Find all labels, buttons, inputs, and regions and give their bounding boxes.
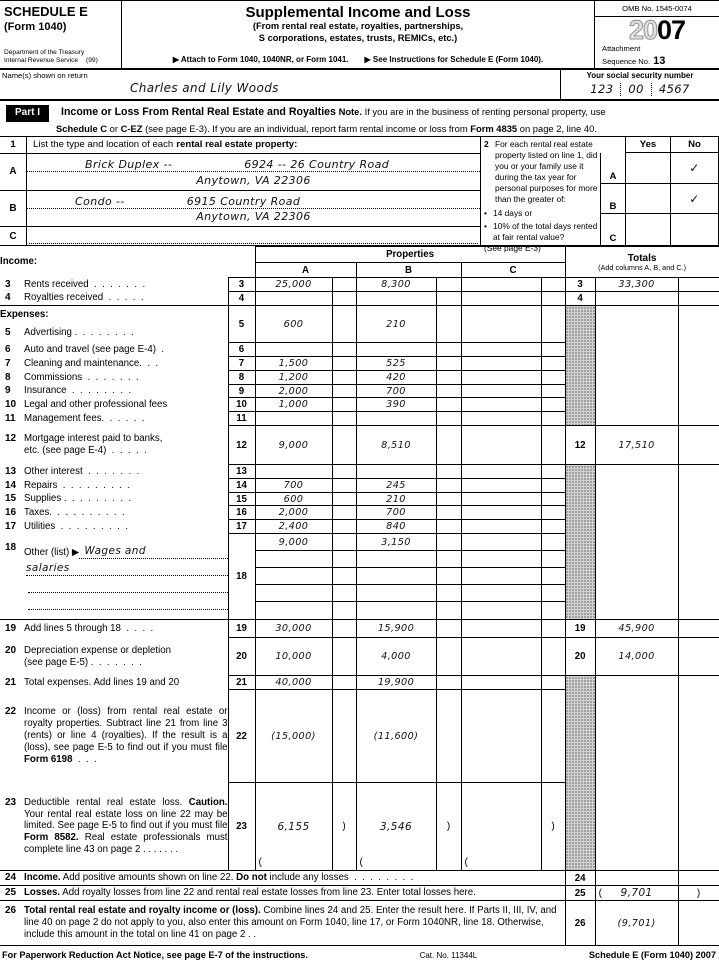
line7-label: Cleaning and maintenance. . . [24,357,159,369]
line3-b-value[interactable]: 8,300 [356,278,436,292]
line5-label: Advertising . . . . . . . . [24,327,134,339]
paren-open: ( [359,857,363,868]
b-yes-cell[interactable] [625,184,670,215]
line10-a-value[interactable]: 1,000 [255,398,332,412]
row-line22: 22 Income or (loss) from rental real estate or royalty properties. Subtract line 21 from line 3 (rents) or line 4 (royalties). If the result is a (loss), see page E-5 to find out if you must file Form 6198 . . . 22 (15,000) (11,600) [0,690,719,783]
row-line16: 16 Taxes. . . . . . . . . . 16 2,000 700 [0,506,719,520]
line17-a-value[interactable]: 2,400 [255,520,332,534]
line2-question: For each rental real estate property listed on line 1, did you or your family use it during the tax year for personal purposes for more than the greater of: [495,139,598,205]
row-line10: 10 Legal and other professional fees 10 1,000 390 [0,398,719,412]
form-footer [0,946,719,960]
form-subtitle: (From rental real estate, royalties, partnerships, S corporations, estates, trusts, REMICs, etc.) [252,21,464,43]
line2-number: 2 [484,139,489,149]
line10-label: Legal and other professional fees [24,398,168,410]
attach-arrow-note: ▶ Attach to Form 1040, 1040NR, or Form 1041. [172,55,349,64]
line19-c-value[interactable] [461,620,541,638]
expenses-section-header: Expenses: [0,306,228,324]
c-yes-cell[interactable] [625,214,670,245]
yes-no-grid [600,137,719,245]
line26-label: Total rental real estate and royalty income or (loss). Combine lines 24 and 25. Enter the result here. If Parts II, III, IV, and line 40 on page 2 do not apply to you, also enter this amount on Form 1040, line 17, or Form 1040NR, line 18. Otherwise, include this amount in the total on line 41 on page 2 . . [24,905,557,940]
line9-a-value[interactable]: 2,000 [255,385,332,398]
line10-b-value[interactable]: 390 [356,398,436,412]
row-line8: 8 Commissions . . . . . . . 8 1,200 420 [0,371,719,385]
line20-label: Depreciation expense or depletion [24,644,172,656]
row-line6: 6 Auto and travel (see page E-4) . 6 [0,343,719,357]
answer-row-c: C [600,214,719,245]
catalog-number: Cat. No. 11344L [419,951,478,960]
line22-b-value[interactable]: (11,600) [356,690,436,783]
ssn-field [560,70,719,99]
line14-c-value[interactable] [461,479,541,493]
name-field [0,70,560,99]
line11-a-value[interactable] [255,412,332,426]
line11-label: Management fees. . . . . . [24,412,145,424]
line19-a-value[interactable]: 30,000 [255,620,332,638]
paren-open: ( [598,888,602,899]
form-number-label: (Form 1040) [4,21,67,33]
property-row-a [0,154,480,191]
tax-year: 2007 [628,15,686,45]
line25-label: Losses. Add royalty losses from line 22 and rental real estate losses from line 23. Enter total losses here. [24,887,476,899]
line18-c-value[interactable] [461,534,541,551]
schedule-label: SCHEDULE E [4,4,88,19]
line7-c-value[interactable] [461,357,541,371]
line24-label: Income. Add positive amounts shown on line 22. Do not include any losses . . . . . . . . [24,872,414,884]
line14-b-value[interactable]: 245 [356,479,436,493]
bullet-icon: • [484,207,487,218]
totals-shaded-block-3 [565,676,595,871]
totals-header: Totals (Add columns A, B, and C.) [565,247,719,278]
row-line12: 12 Mortgage interest paid to banks, etc. (see page E-4) . . . . . 12 9,000 8,510 12 17,510 [0,426,719,465]
row-line5: 5 Advertising . . . . . . . . [0,324,719,343]
line21-label: Total expenses. Add lines 19 and 20 [24,676,180,688]
income-expense-table [0,246,719,946]
line23-a-value: 6,155 [277,820,310,833]
line20-total[interactable]: 14,000 [595,638,678,676]
line18-entry-4[interactable] [28,593,228,610]
no-header: No [670,137,719,153]
line4-a-value[interactable] [255,292,332,306]
form-footer-id: Schedule E (Form 1040) 2007 [588,950,716,960]
line23-label: Deductible rental real estate loss. Caution. Your rental real estate loss on line 22 may be limited. See page E-5 to find out if you must file Form 8582. Real estate professionals must complete line 43 on page 2 . . . . . . . [24,796,228,855]
line9-label: Insurance . . . . . . . . [24,385,132,397]
bullet-icon: • [484,220,487,231]
row-line14: 14 Repairs . . . . . . . . . 14 700 245 [0,479,719,493]
line21-a-value[interactable]: 40,000 [255,676,332,690]
part1-badge: Part I [6,105,49,122]
totals-shaded-block-1 [565,306,595,426]
ssn-label: Your social security number [586,71,694,80]
name-value[interactable]: Charles and Lily Woods [130,81,279,95]
name-label: Name(s) shown on return [2,71,88,80]
line16-label: Taxes. . . . . . . . . . [24,506,125,518]
line16-b-value[interactable]: 700 [356,506,436,520]
paren-open: ( [258,857,262,868]
row-expenses-header: Expenses: 5 600 210 [0,306,719,324]
property-c-entry[interactable] [29,230,478,244]
line1-number: 1 [0,137,27,153]
line12-total[interactable]: 17,510 [595,426,678,465]
line13-c-value[interactable] [461,465,541,479]
form-title: Supplemental Income and Loss [245,4,471,21]
row-line21: 21 Total expenses. Add lines 19 and 20 21 40,000 19,900 [0,676,719,690]
row-line20: 20 Depreciation expense or depletion (see page E-5) . . . . . . . 20 10,000 4,000 20 14,000 [0,638,719,676]
line4-total[interactable] [595,292,678,306]
agency-label: Department of the Treasury Internal Revenue Service (99) [4,48,98,65]
attach-instructions [122,55,594,68]
income-section-header: Income: [0,256,38,268]
line8-label: Commissions . . . . . . . [24,371,139,383]
line22-c-value[interactable] [461,690,541,783]
line18-label: Other (list) ▶ [24,547,80,559]
paren-close: ) [446,821,451,832]
line23-b-value: 3,546 [379,820,413,833]
line18-entry-3[interactable] [28,576,228,593]
row-line15: 15 Supplies . . . . . . . . . 15 600 210 [0,493,719,506]
part1-heading: Part I Income or Loss From Rental Real Estate and Royalties Note. If you are in the business of renting personal property, use Schedule C or C-EZ (see page E-3). If you are an individual, report farm rental income or loss from Form 4835 on page 2, line 40. [0,101,719,136]
answer-row-a: A ✓ [600,153,719,184]
property-row-c [0,227,480,245]
line15-c-value[interactable] [461,493,541,506]
paren-open: ( [464,857,468,868]
totals-shaded-block-2 [565,465,595,620]
line12-b-value[interactable]: 8,510 [356,426,436,465]
line13-label: Other interest . . . . . . . [24,465,140,477]
line6-b-value[interactable] [356,343,436,357]
line5-a-value[interactable]: 600 [255,306,332,343]
line6-label: Auto and travel (see page E-4) . [24,343,165,355]
line18-a-value[interactable]: 9,000 [255,534,332,551]
ssn-separator [651,83,652,96]
form-title-block [122,1,595,68]
line2-see-note: (See page E-3) [484,242,541,253]
line3-c-value[interactable] [461,278,541,292]
line8-a-value[interactable]: 1,200 [255,371,332,385]
omb-year-block [595,1,719,68]
line9-c-value[interactable] [461,385,541,398]
line16-a-value[interactable]: 2,000 [255,506,332,520]
c-no-check[interactable] [670,214,719,245]
line6-c-value[interactable] [461,343,541,357]
paren-close: ) [551,821,555,832]
column-b-header: B [356,263,461,278]
line15-a-value[interactable]: 600 [255,493,332,506]
property-table [0,136,719,253]
part1-title: Income or Loss From Rental Real Estate and Royalties [61,106,336,118]
line16-c-value[interactable] [461,506,541,520]
yes-header: Yes [625,137,670,153]
paperwork-notice: For Paperwork Reduction Act Notice, see page E-7 of the instructions. [2,950,308,960]
form-id-block [0,1,122,68]
line6-a-value[interactable] [255,343,332,357]
line5-b-value[interactable]: 210 [356,306,436,343]
row-line4: 4 Royalties received . . . . . 4 4 [0,292,719,306]
line15-b-value[interactable]: 210 [356,493,436,506]
line12-a-value[interactable]: 9,000 [255,426,332,465]
row-line24: 24 Income. Add positive amounts shown on line 22. Do not include any losses . . . . . . . . 24 [0,871,719,886]
row-line18: 18 Other (list) ▶ Wages and salaries 18 9,000 3,150 [0,534,719,551]
answer-row-b: B ✓ [600,184,719,215]
line22-label: Income or (loss) from rental real estate or royalty properties. Subtract line 21 from line 3 (rents) or line 4 (royalties). If the result is a (loss), see page E-5 to find out if you must file Form 6198 . . . [24,706,228,765]
line12-c-value[interactable] [461,426,541,465]
property-row-b [0,191,480,228]
line17-c-value[interactable] [461,520,541,534]
b-no-check[interactable]: ✓ [670,184,719,215]
line13-a-value[interactable] [255,465,332,479]
line4-c-value[interactable] [461,292,541,306]
line19-total[interactable]: 45,900 [595,620,678,638]
row-line25: 25 Losses. Add royalty losses from line 22 and rental real estate losses from line 23. Enter total losses here. 25 ( 9,701 ) [0,886,719,901]
row-line11: 11 Management fees. . . . . . 11 [0,412,719,426]
line18-b-value[interactable]: 3,150 [356,534,436,551]
line19-b-value[interactable]: 15,900 [356,620,436,638]
line21-c-value[interactable] [461,676,541,690]
row-line7: 7 Cleaning and maintenance. . . 7 1,500 525 [0,357,719,371]
paren-close: ) [696,887,701,899]
line17-label: Utilities . . . . . . . . . [24,520,128,532]
line8-c-value[interactable] [461,371,541,385]
a-no-check[interactable]: ✓ [670,153,719,184]
line19-label: Add lines 5 through 18 . . . . [24,622,154,634]
row-line3: 3 Rents received . . . . . . . 3 25,000 8,300 3 33,300 [0,278,719,292]
column-c-header: C [461,263,565,278]
property-a-city[interactable]: Anytown, VA 22306 [196,173,311,187]
line5-c-value[interactable] [461,306,541,343]
line9-b-value[interactable]: 700 [356,385,436,398]
line17-b-value[interactable]: 840 [356,520,436,534]
line12-label: Mortgage interest paid to banks, [24,433,163,445]
line14-a-value[interactable]: 700 [255,479,332,493]
line15-label: Supplies . . . . . . . . . [24,493,132,505]
property-a-entry[interactable]: Brick Duplex -- 6924 -- 26 Country Road [27,154,480,172]
line21-b-value[interactable]: 19,900 [356,676,436,690]
form-header [0,0,719,70]
property-a-letter: A [0,154,27,190]
line13-b-value[interactable] [356,465,436,479]
a-yes-cell[interactable] [625,153,670,184]
line25-total: 9,701 [620,887,653,899]
row-line17: 17 Utilities . . . . . . . . . 17 2,400 840 [0,520,719,534]
properties-header: Properties [255,247,565,263]
line20-b-value[interactable]: 4,000 [356,638,436,676]
column-a-header: A [255,263,356,278]
line11-b-value[interactable] [356,412,436,426]
property-b-entry[interactable]: Condo -- 6915 Country Road [27,191,480,209]
omb-number: OMB No. 1545-0074 [595,1,719,17]
row-line19: 19 Add lines 5 through 18 . . . . 19 30,000 15,900 19 45,900 [0,620,719,638]
line2-personal-use: 2 For each rental real estate property listed on line 1, did you or your family use it during the tax year for personal purposes for more than the greater of: • 14 days or • 10% of the total days rented at fair rental value? (See page E-3) Yes No A ✓ B ✓ C [480,137,719,245]
line1-property-list: 1 List the type and location of each rental real estate property: A Brick Duplex -- 6924 -- 26 Country Road Anytown, VA 22306 B Condo -- 6915 Country Road Anytown, VA 22306 C [0,137,480,245]
line7-b-value[interactable]: 525 [356,357,436,371]
property-c-letter: C [0,227,27,245]
line18-entry-2[interactable]: salaries [26,559,228,576]
paren-close: ) [342,821,346,832]
line4-label: Royalties received . . . . . [24,292,144,304]
row-line26: 26 Total rental real estate and royalty income or (loss). Combine lines 24 and 25. Enter the result here. If Parts II, III, IV, and line 40 on page 2 do not apply to you, also enter this amount on Form 1040, line 17, or Form 1040NR, line 18. Otherwise, include this amount in the total on line 41 on page 2 . . 26 (9,701) [0,901,719,946]
property-b-city[interactable]: Anytown, VA 22306 [196,210,311,224]
taxpayer-row [0,70,719,101]
line3-label: Rents received . . . . . . . [24,278,146,290]
line20-a-value[interactable]: 10,000 [255,638,332,676]
attachment-sequence: Attachment Sequence No. 13 [602,44,666,67]
line11-c-value[interactable] [461,412,541,426]
ssn-separator [620,83,621,96]
line26-total[interactable]: (9,701) [595,901,678,946]
line18-entry-1[interactable]: Wages and [79,545,227,559]
row-line13: 13 Other interest . . . . . . . 13 [0,465,719,479]
line14-label: Repairs . . . . . . . . . [24,479,131,491]
property-b-letter: B [0,191,27,227]
line8-b-value[interactable]: 420 [356,371,436,385]
row-line9: 9 Insurance . . . . . . . . 9 2,000 700 [0,385,719,398]
line4-b-value[interactable] [356,292,436,306]
line22-a-value[interactable]: (15,000) [255,690,332,783]
line3-total[interactable]: 33,300 [595,278,678,292]
line20-c-value[interactable] [461,638,541,676]
line24-total[interactable] [595,871,678,886]
line3-a-value[interactable]: 25,000 [255,278,332,292]
line7-a-value[interactable]: 1,500 [255,357,332,371]
line10-c-value[interactable] [461,398,541,412]
row-line23: 23 Deductible rental real estate loss. Caution. Your rental real estate loss on line 22 may be limited. See page E-5 to find out if you must file Form 8582. Real estate professionals must complete line 43 on page 2 . . . . . . . 23 ( 6,155 ) ( 3,546 ) ( ) [0,783,719,871]
ssn-value[interactable]: 123 00 4567 [590,82,690,96]
see-instructions-note: ▶ See Instructions for Schedule E (Form 1040). [364,55,544,64]
